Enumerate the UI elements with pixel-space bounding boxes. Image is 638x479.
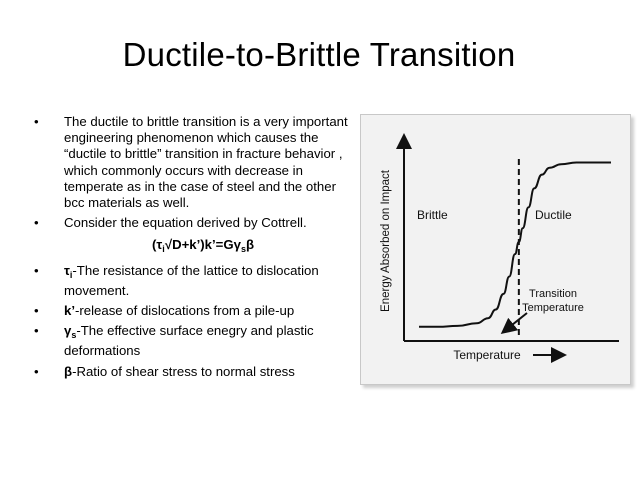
x-axis-label: Temperature <box>453 348 521 362</box>
bullet-dot: • <box>34 262 39 278</box>
bullet-text: The ductile to brittle transition is a very important engineering phenomenon which causes the “ductile to brittle” transition in fracture behavior , which commonly occurs with decrease in temperate as in the case of steel and the other bcc materials as well. <box>64 114 348 211</box>
bullet-item <box>34 303 354 319</box>
bullet-text: -The resistance of the lattice to dislocation movement. <box>64 262 319 298</box>
bullet-symbol-sub: i <box>69 269 73 280</box>
formula-gamma: γ <box>233 237 241 253</box>
bullet-item <box>34 263 354 299</box>
ductile-label: Ductile <box>535 208 572 222</box>
bullet-dot: • <box>34 363 39 379</box>
bullet-dot: • <box>34 114 39 129</box>
bullet-text: -release of dislocations from a pile-up <box>75 303 295 319</box>
chart-svg <box>361 115 632 386</box>
bullet-symbol: β <box>64 363 73 379</box>
formula-sub: i <box>162 244 165 255</box>
bullet-dot: • <box>34 323 39 339</box>
transition-chart <box>360 114 631 385</box>
brittle-label: Brittle <box>417 208 448 222</box>
bullet-symbol: γ <box>64 323 72 339</box>
bullet-item <box>34 323 354 359</box>
bullet-text: -The effective surface enegry and plastic deformations <box>64 323 314 359</box>
bullet-item <box>34 215 354 231</box>
cottrell-equation <box>34 237 354 257</box>
bullet-text: -Ratio of shear stress to normal stress <box>72 363 295 379</box>
y-axis-label: Energy Absorbed on Impact <box>380 170 392 312</box>
transition-annotation-arrow <box>507 313 527 329</box>
formula-body: D+k’)k’=G <box>172 237 234 253</box>
bullet-text: Consider the equation derived by Cottrell. <box>64 215 307 231</box>
bullet-dot: • <box>34 303 39 319</box>
formula-part: ( <box>152 237 157 253</box>
bullet-item <box>34 364 354 380</box>
slide-title: Ductile-to-Brittle Transition <box>122 36 516 73</box>
bullet-dot: • <box>34 215 39 231</box>
bullet-item <box>34 114 354 211</box>
formula-tau: τ <box>156 237 163 253</box>
formula-beta: β <box>246 237 255 253</box>
transition-annotation-line1: Transition <box>529 288 577 300</box>
bullet-list <box>34 114 354 384</box>
bullet-symbol: τ <box>64 262 70 278</box>
bullet-symbol: k’ <box>64 303 75 319</box>
formula-sub: s <box>240 244 246 255</box>
formula-sqrt: √ <box>164 237 173 253</box>
transition-annotation-line2: Temperature <box>522 302 584 314</box>
bullet-symbol-sub: s <box>71 330 77 341</box>
